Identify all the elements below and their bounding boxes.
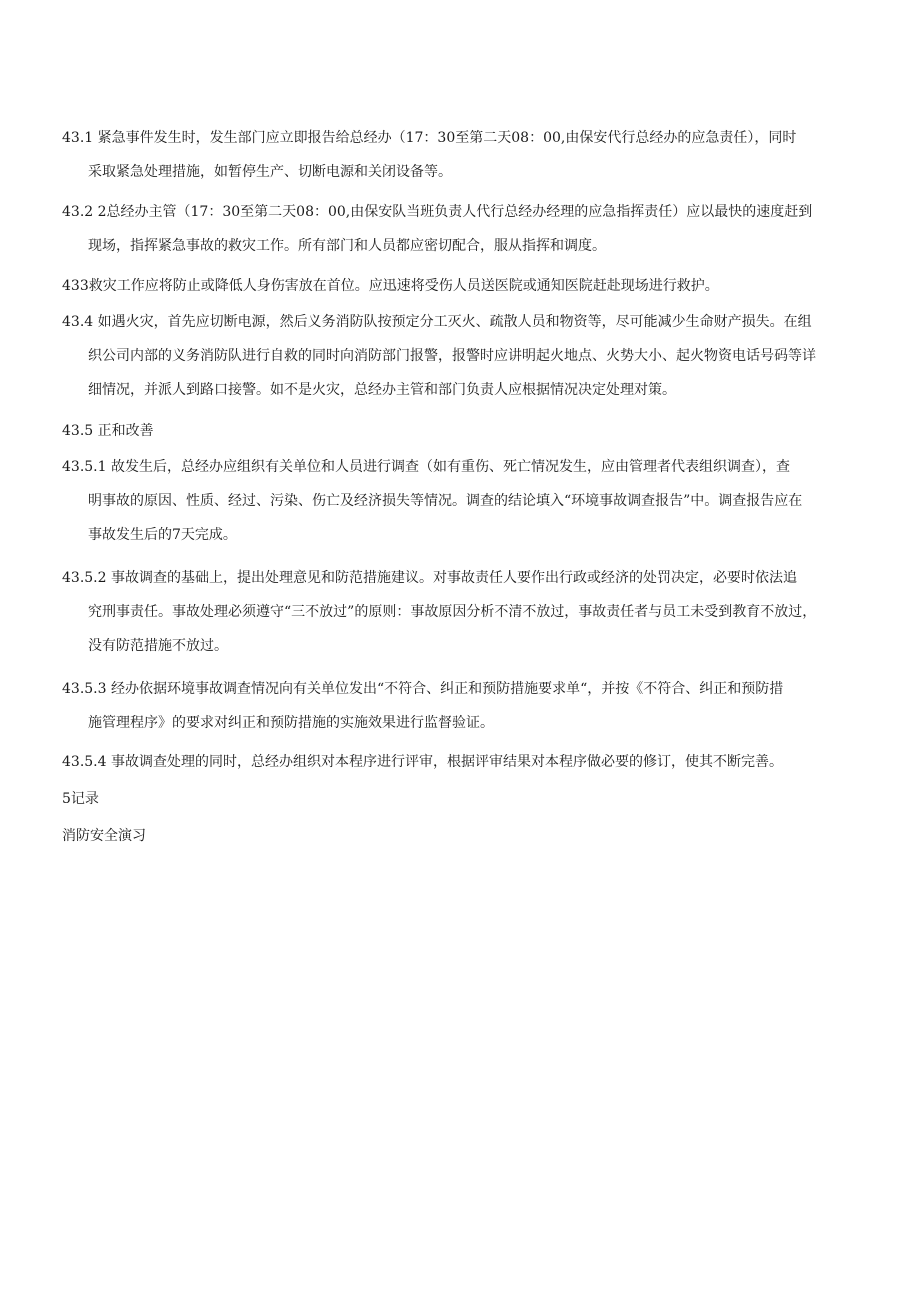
paragraph-line: 采取紧急处理措施，如暂停生产、切断电源和关闭设备等。 [88, 164, 452, 180]
paragraph-43-5 [62, 414, 862, 448]
paragraph-line: 43.2 2总经办主管（17：30至第二天08：00,由保安队当班负责人代行总经办经理的应急指挥责任）应以最快的速度赶到 [62, 204, 813, 220]
paragraph-line: 43.5.2 事故调查的基础上，提出处理意见和防范措施建议。对事故责任人要作出行政或经济的处罚决定，必要时依法追 [62, 570, 797, 586]
paragraph-line: 43.5.1 故发生后，总经办应组织有关单位和人员进行调查（如有重伤、死亡情况发生，应由管理者代表组织调查），查 [62, 459, 790, 475]
paragraph-line: 43.4 如遇火灾，首先应切断电源，然后义务消防队按预定分工灭火、疏散人员和物资等，尽可能减少生命财产损失。在组 [62, 314, 812, 330]
paragraph-line: 5记录 [62, 791, 99, 807]
paragraph-43-5-4 [62, 745, 862, 779]
paragraph-43-5-3 [62, 672, 862, 740]
paragraph-line: 43.5.4 事故调查处理的同时，总经办组织对本程序进行评审，根据评审结果对本程序做必要的修订，使其不断完善。 [62, 754, 783, 770]
paragraph-line: 究刑事责任。事故处理必须遵守“三不放过”的原则：事故原因分析不清不放过，事故责任者与员工未受到教育不放过， [88, 604, 817, 620]
section-heading-records [62, 782, 862, 816]
record-item [62, 819, 862, 853]
paragraph-43-5-1 [62, 450, 862, 552]
paragraph-line: 明事故的原因、性质、经过、污染、伤亡及经济损失等情况。调查的结论填入“环境事故调查报告”中。调查报告应在 [88, 493, 803, 509]
paragraph-line: 43.5 正和改善 [62, 423, 154, 439]
paragraph-43-2 [62, 195, 862, 263]
paragraph-43-4 [62, 305, 862, 407]
paragraph-line: 没有防范措施不放过。 [88, 638, 228, 654]
paragraph-43-5-2 [62, 561, 862, 663]
paragraph-line: 事故发生后的7天完成。 [88, 527, 237, 543]
paragraph-line: 43.1 紧急事件发生时，发生部门应立即报告给总经办（17：30至第二天08：00,由保安代行总经办的应急责任），同时 [62, 130, 797, 146]
paragraph-line: 43.5.3 经办依据环境事故调查情况向有关单位发出“不符合、纠正和预防措施要求单“，并按《不符合、纠正和预防措 [62, 681, 784, 697]
paragraph-line: 433救灾工作应将防止或降低人身伤害放在首位。应迅速将受伤人员送医院或通知医院赶赴现场进行救护。 [62, 278, 719, 294]
paragraph-line: 消防安全演习 [62, 828, 146, 844]
paragraph-line: 细情况，并派人到路口接警。如不是火灾，总经办主管和部门负责人应根据情况决定处理对策。 [88, 382, 676, 398]
paragraph-line: 施管理程序》的要求对纠正和预防措施的实施效果进行监督验证。 [88, 715, 494, 731]
paragraph-line: 织公司内部的义务消防队进行自救的同时向消防部门报警，报警时应讲明起火地点、火势大小、起火物资电话号码等详 [88, 348, 816, 364]
paragraph-433 [62, 269, 862, 303]
paragraph-line: 现场，指挥紧急事故的救灾工作。所有部门和人员都应密切配合，服从指挥和调度。 [88, 238, 606, 254]
paragraph-43-1 [62, 121, 862, 189]
